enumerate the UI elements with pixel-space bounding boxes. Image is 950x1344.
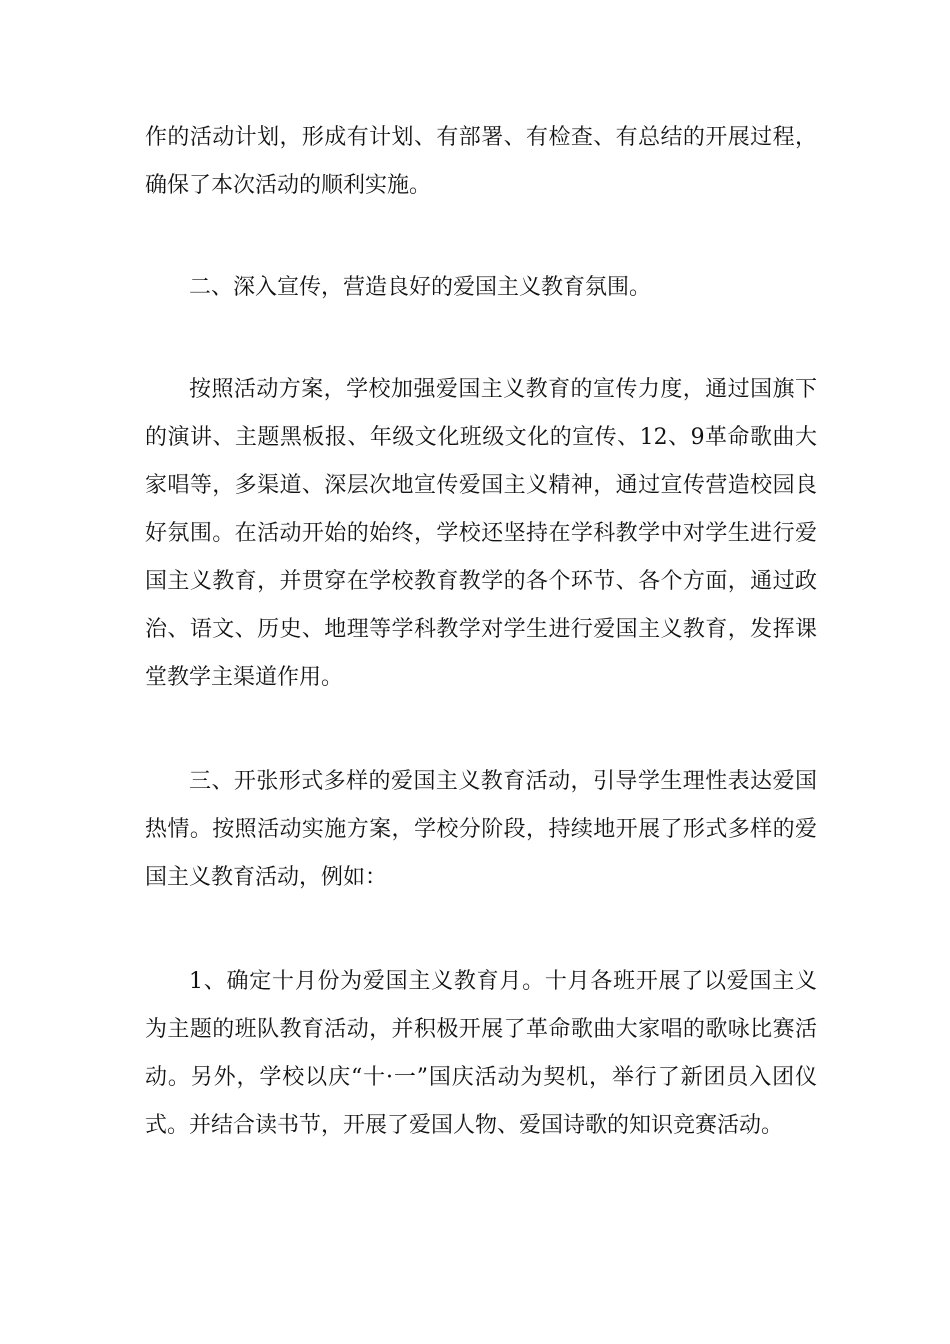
section-heading-3: 三、开张形式多样的爱国主义教育活动，引导学生理性表达爱国热情。按照活动实施方案，学校分阶段，持续地开展了形式多样的爱国主义教育活动，例如： bbox=[145, 769, 817, 890]
section-heading-2: 二、深入宣传，营造良好的爱国主义教育氛围。 bbox=[189, 275, 652, 300]
paragraph-item-1: 1、确定十月份为爱国主义教育月。十月各班开展了以爱国主义为主题的班队教育活动，并积极开展了革命歌曲大家唱的歌咏比赛活动。另外，学校以庆“十·一”国庆活动为契机，举行了新团员入团仪式。并结合读书节，开展了爱国人物、爱国诗歌的知识竞赛活动。 bbox=[145, 969, 817, 1138]
paragraph-propaganda: 按照活动方案，学校加强爱国主义教育的宣传力度，通过国旗下的演讲、主题黑板报、年级文化班级文化的宣传、12、9革命歌曲大家唱等，多渠道、深层次地宣传爱国主义精神，通过宣传营造校园良好氛围。在活动开始的始终，学校还坚持在学科教学中对学生进行爱国主义教育，并贯穿在学校教育教学的各个环节、各个方面，通过政治、语文、历史、地理等学科教学对学生进行爱国主义教育，发挥课堂教学主渠道作用。 bbox=[145, 377, 817, 690]
paragraph-continuation: 作的活动计划，形成有计划、有部署、有检查、有总结的开展过程，确保了本次活动的顺利实施。 bbox=[145, 125, 817, 198]
